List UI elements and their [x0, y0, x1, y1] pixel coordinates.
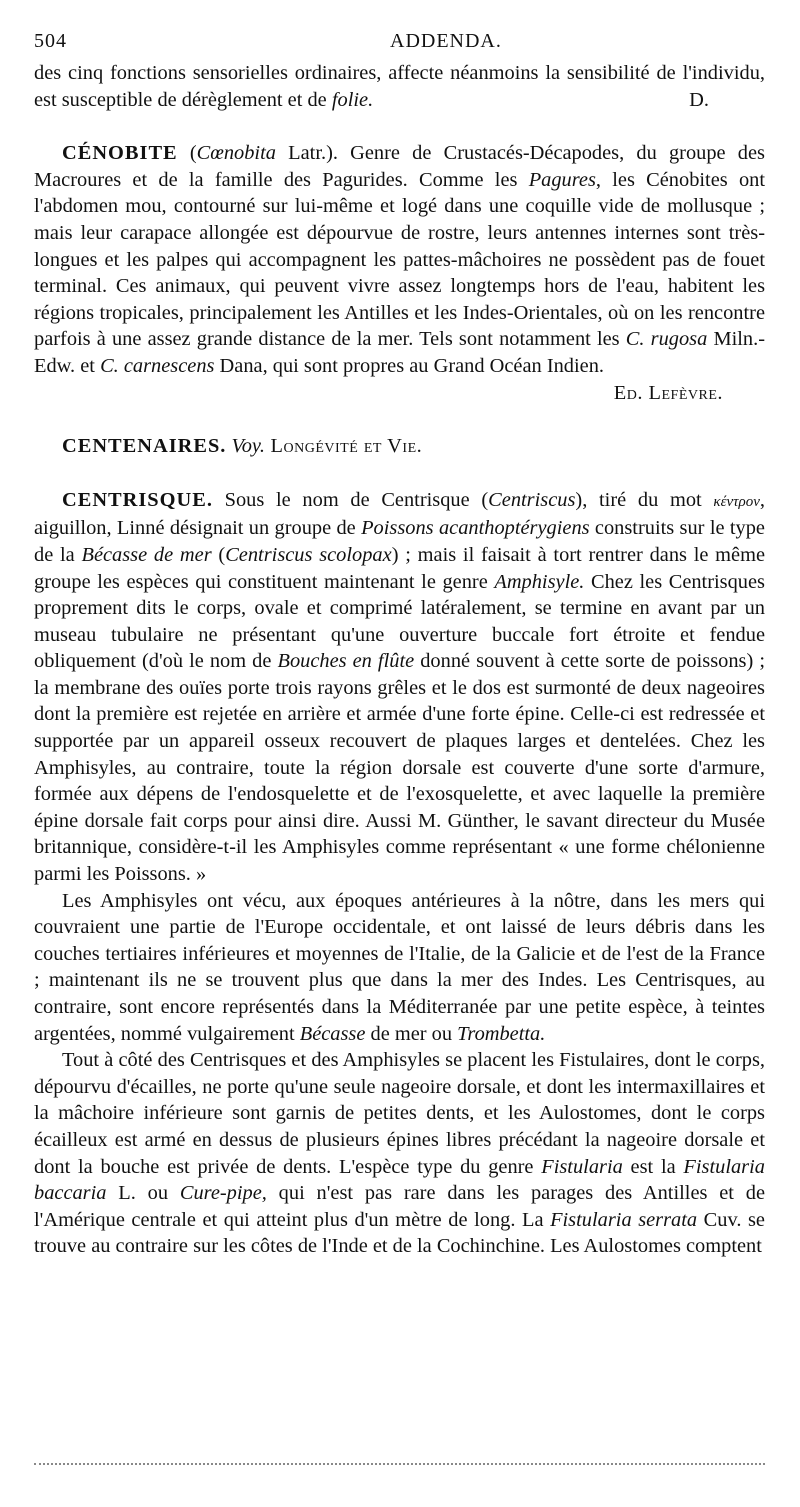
fistulaires-text: qui n'est pas rare dans les parages des Antilles et de l'Amérique centrale et qui atteint plus d'un mètre de long. La [34, 1182, 765, 1231]
fistulaires-serrata: Fistularia serrata [550, 1208, 698, 1231]
entry-head-centrisque: CENTRISQUE. [62, 488, 213, 511]
fistulaires-genus: Fistularia [541, 1155, 623, 1178]
centrisque-text: Chez les Centrisques proprement dits le corps, ovale et comprimé latéralement, se termine en avant par un museau tubulaire ne présentant qu'une ouverture buccale fort étroite et fendue obliquement (d'où le nom de [34, 570, 765, 673]
centrisque-text: construits sur le type de la [34, 517, 765, 566]
centrisque-bouches: Bouches en flûte [277, 650, 415, 673]
entry-head-cenobite: CÉNOBITE [62, 142, 178, 165]
intro-line-1: des cinq fonctions sensorielles ordinaires, affecte néanmoins la sensibilité de [34, 62, 676, 84]
fistulaires-curepipe: Cure-pipe, [179, 1182, 267, 1205]
greek-word: κέντρον [713, 493, 760, 510]
fistulaires-text: Tout à côté des Centrisques et des Amphisyles se placent les Fistulaires, dont le corps, dépourvu d'écailles, ne porte qu'une seule nageoire dorsale, et dont les intermaxillaires et la mâchoire inférieure sont garnis de petites dents, et les Aulostomes, dont le corps écailleux est armé en dessus de plusieurs épines libres précédant la nageoire dorsale et dont la bouche est privée de dents. L'espèce type du genre [34, 1049, 765, 1178]
footer-dotted-rule [34, 1463, 765, 1465]
centrisque-text: donné souvent à cette sorte de poissons) ; la membrane des ouïes porte trois rayons grêles et le dos est surmonté de deux nageoires dont la première est rejetée en arrière et armée d'une forte épine. Celle-ci est redressée et supportée par un appareil osseux recouvert de plaques larges et dentelées. Chez les Amphisyles, au contraire, toute la région dorsale est couverte d'une sorte d'armure, formée aux dépens de l'endosquelette et de l'exosquelette, et avec laquelle la première épine dorsale fait corps pour ainsi dire. Aussi M. Günther, le savant directeur du Musée britannique, considère-t-il les Amphisyles comme représentant « une forme chélonienne parmi les Poissons. » [34, 650, 766, 886]
paragraph-fistulaires [34, 1047, 765, 1260]
entry-cenobite [34, 140, 765, 379]
page-body [34, 60, 765, 1260]
fistulaires-text: L. ou [106, 1182, 180, 1205]
running-title: ADDENDA. [390, 30, 502, 52]
cenobite-text: Dana, qui sont propres au Grand Océan Indien. [214, 354, 605, 377]
entry-head-centenaires: CENTENAIRES. [62, 435, 227, 458]
centrisque-becasse: Bécasse de mer [81, 543, 212, 566]
intro-italic-folie: folie. [331, 88, 374, 111]
cross-refs: Longévité et Vie. [264, 435, 423, 458]
cenobite-carnescens: C. carnescens [100, 354, 215, 377]
cenobite-latin: Cœnobita [196, 142, 276, 165]
amphisyles-text: Les Amphisyles ont vécu, aux époques antérieures à la nôtre, dans les mers qui couvraient une partie de l'Europe occidentale, et ont laissé de leurs débris dans les couches tertiaires inférieures et moyennes de l'Italie, de la Galicie et de l'est de la France ; maintenant ils ne se trouvent plus que dans la mer des Indes. Les Centrisques, au contraire, sont encore représentés dans la Méditerranée par une petite espèce, à teintes argentées, nommé vulgairement [34, 889, 765, 1045]
centrisque-text: ) ; mais il faisait à tort rentrer dans le même groupe les espèces qui constituent maintenant le genre [34, 543, 766, 593]
fistulaires-baccaria: Fistularia baccaria [34, 1155, 765, 1205]
centrisque-text: ), tiré du mot [575, 488, 714, 511]
cenobite-pagures: Pagures [528, 168, 596, 191]
cenobite-text: , les Cénobites ont l'abdomen mou, contourné sur lui-même et logé dans une coquille vide de mollusque ; mais leur carapace allongée est dépourvue de rostre, leurs antennes internes sont très-longues et les palpes qui accompagnent les pattes-mâchoires ne possèdent pas de fouet terminal. Ces animaux, qui peuvent vivre assez longtemps hors de l'eau, habitent les régions tropicales, principalement les Antilles et les Indes-Orientales, où on les rencontre parfois à une assez grande distance de la mer. Tels sont notamment les [34, 168, 766, 351]
entry-centenaires [34, 433, 765, 460]
intro-signature: D. [689, 88, 709, 111]
amphisyles-text: de mer ou [365, 1022, 458, 1045]
centrisque-poissons: Poissons acanthoptérygiens [361, 517, 590, 540]
cenobite-text: Latr.). Genre de Crustacés-Décapodes, du groupe des Macroures et de la famille des Pagurides. Comme les [34, 142, 765, 191]
cenobite-signature: Ed. Lefèvre. [613, 381, 723, 404]
amphisyles-becasse: Bécasse [299, 1022, 366, 1045]
paragraph-amphisyles [34, 888, 765, 1048]
centrisque-amphisyle: Amphisyle. [494, 570, 585, 593]
centrisque-latin: Centriscus [488, 488, 576, 511]
centrisque-text: , aiguillon, Linné désignait un groupe de [34, 488, 765, 540]
cenobite-text: Miln.-Edw. et [34, 328, 765, 377]
fistulaires-text: Cuv. se trouve au contraire sur les côtes de l'Inde et de la Cochinchine. Les Aulostomes comptent [34, 1208, 765, 1258]
entry-centrisque [34, 487, 765, 888]
intro-line-2: l'individu, est susceptible de dérèglement et de [34, 62, 765, 111]
amphisyles-trombetta: Trombetta. [457, 1022, 546, 1045]
centrisque-text: ( [211, 543, 226, 566]
voy-ref: Voy. [231, 435, 265, 458]
cenobite-text: ( [177, 142, 197, 165]
page-header [34, 30, 766, 54]
centrisque-text: Sous le nom de Centrisque ( [212, 488, 489, 511]
fistulaires-text: est la [622, 1155, 684, 1178]
intro-paragraph [34, 60, 765, 113]
centrisque-scolopax: Centriscus scolopax [225, 543, 392, 566]
cenobite-rugosa: C. rugosa [625, 328, 708, 351]
page-number: 504 [34, 30, 67, 52]
